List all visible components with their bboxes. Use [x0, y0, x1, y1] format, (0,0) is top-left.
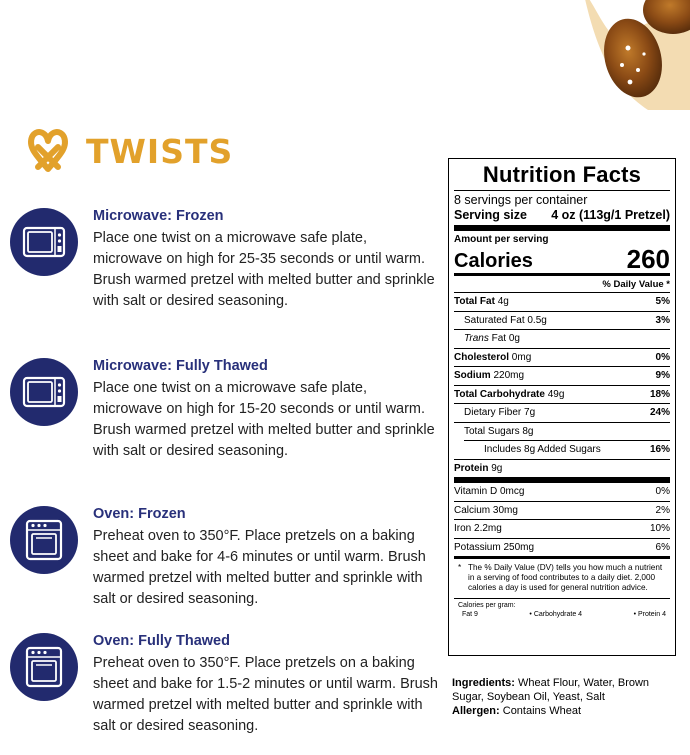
method-title: Microwave: Fully Thawed: [93, 358, 268, 374]
method-text: Preheat oven to 350°F. Place pretzels on a baking sheet and bake for 4-6 minutes or until warm. Brush warmed pretzel with melted butter and sprinkle with salt or desired seasoning.: [93, 528, 426, 607]
method-text: Preheat oven to 350°F. Place pretzels on a baking sheet and bake for 1.5-2 minutes or until warm. Brush warmed pretzel with melted butter and sprinkle with salt or desired seasoning.: [93, 655, 438, 734]
pretzel-photo: [578, 0, 690, 110]
calories-label: Calories: [454, 250, 533, 272]
nutrient-row-vitamin-d: Vitamin D 0mcg 0%: [454, 486, 670, 497]
nutrient-row-iron: Iron 2.2mg 10%: [454, 519, 670, 538]
nutrient-row-total-fat: Total Fat 4g 5%: [454, 292, 670, 311]
servings-per-container: 8 servings per container: [454, 193, 588, 207]
nutrient-row-total-carbohydrate: Total Carbohydrate 49g 18%: [454, 385, 670, 404]
daily-value-footnote: * The % Daily Value (DV) tells you how much a nutrient in a serving of food contributes to a daily diet. 2,000 calories a day is used for general nutrition advice.: [454, 556, 670, 598]
nutrient-row-dietary-fiber: Dietary Fiber 7g 24%: [454, 403, 670, 422]
ingredients-block: [452, 676, 677, 718]
nutrient-row-total-sugars: Total Sugars 8g: [454, 422, 670, 441]
serving-size-label: Serving size: [454, 208, 527, 222]
method-text: Place one twist on a microwave safe plate, microwave on high for 15-20 seconds or until warm. Brush warmed pretzel with melted butter and sprinkle with salt or desired seasoning.: [93, 380, 435, 459]
nutrient-row-potassium: Potassium 250mg 6%: [454, 538, 670, 557]
nutrition-facts-panel: [448, 158, 676, 656]
serving-size: [454, 208, 670, 223]
method-title: Oven: Fully Thawed: [93, 633, 230, 649]
pretzel-logo-icon: [22, 125, 74, 177]
serving-size-value: 4 oz (113g/1 Pretzel): [551, 208, 670, 222]
nutrient-row-calcium: Calcium 30mg 2%: [454, 501, 670, 520]
nutrient-row-sodium: Sodium 220mg 9%: [454, 366, 670, 385]
method-title: Microwave: Frozen: [93, 208, 224, 224]
nutrient-row-trans-fat: Trans Fat 0g: [454, 329, 670, 348]
microwave-icon: [10, 358, 78, 426]
ingredients-line: Ingredients: Wheat Flour, Water, Brown Sugar, Soybean Oil, Yeast, Salt: [452, 677, 650, 703]
allergen-line: Allergen: Contains Wheat: [452, 705, 582, 717]
section-heading: [22, 125, 233, 177]
nutrient-row-protein: Protein 9g: [454, 459, 670, 478]
method-text: Place one twist on a microwave safe plate, microwave on high for 25-35 seconds or until warm. Brush warmed pretzel with melted butter and sprinkle with salt or desired seasoning.: [93, 230, 435, 309]
page-title: TWISTS: [86, 131, 234, 171]
method-title: Oven: Frozen: [93, 506, 186, 522]
nutrient-row-cholesterol: Cholesterol 0mg 0%: [454, 348, 670, 367]
oven-icon: [10, 506, 78, 574]
nutrient-row-added-sugars: Includes 8g Added Sugars 16%: [464, 440, 670, 459]
calories-per-gram: Calories per gram: Fat 9 • Carbohydrate 4 • Protein 4: [454, 598, 670, 619]
oven-icon: [10, 633, 78, 701]
daily-value-header: % Daily Value *: [602, 279, 670, 290]
amount-per-serving: Amount per serving: [454, 234, 549, 245]
calories-row: [454, 245, 670, 273]
nutrition-title: Nutrition Facts: [482, 162, 642, 187]
nutrient-row-saturated-fat: Saturated Fat 0.5g 3%: [454, 311, 670, 330]
microwave-icon: [10, 208, 78, 276]
calories-value: 260: [626, 244, 670, 274]
